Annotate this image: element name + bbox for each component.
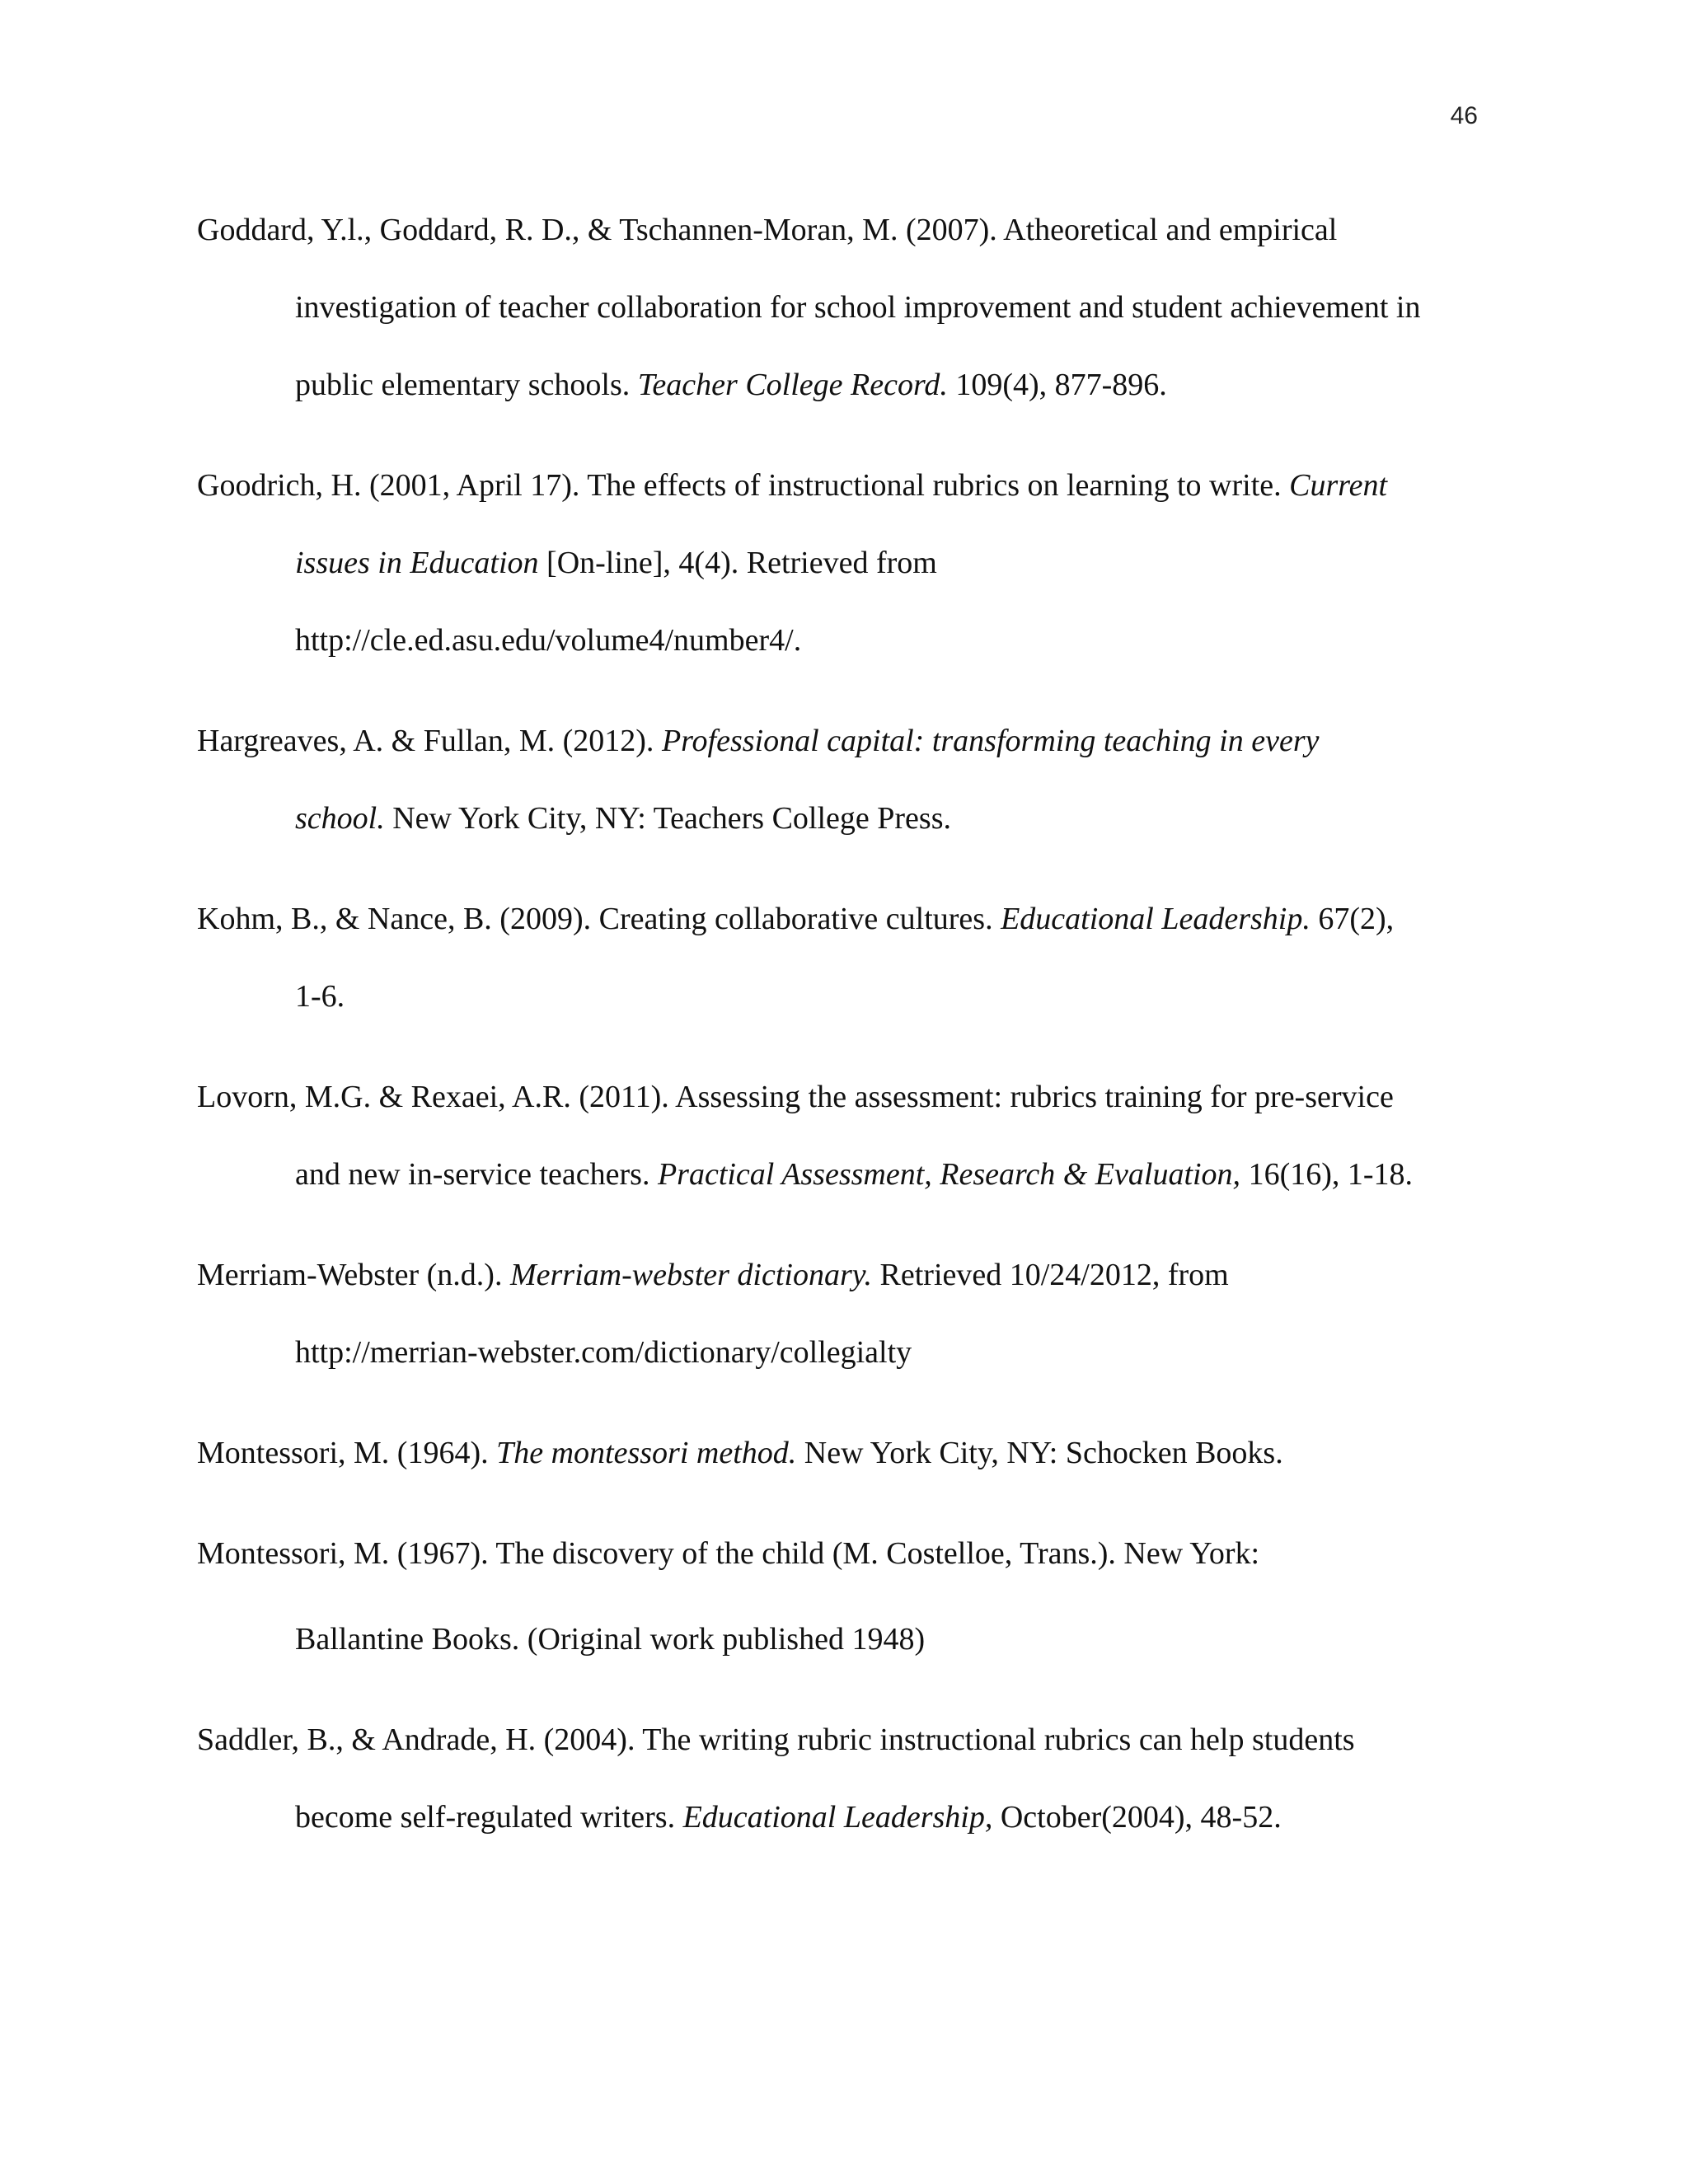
reference-line: issues in Education [On-line], 4(4). Retrieved from [295,546,937,580]
reference-list [197,191,1483,1879]
book-title: The montessori method. [496,1436,797,1470]
reference-entry [197,880,1483,1035]
reference-line: Ballantine Books. (Original work published 1948) [295,1622,926,1657]
reference-line: Lovorn, M.G. & Rexaei, A.R. (2011). Assessing the assessment: rubrics training for pre-service [197,1080,1394,1114]
reference-url: http://merrian-webster.com/dictionary/collegialty [295,1335,912,1370]
reference-entry [197,702,1483,857]
reference-line: Merriam-Webster (n.d.). Merriam-webster dictionary. Retrieved 10/24/2012, from [197,1258,1229,1292]
reference-line: Saddler, B., & Andrade, H. (2004). The writing rubric instructional rubrics can help students [197,1722,1355,1757]
reference-entry [197,1515,1483,1678]
reference-line: public elementary schools. Teacher College Record. 109(4), 877-896. [295,368,1167,402]
book-title: Professional capital: transforming teaching in every [661,724,1320,758]
journal-title: Current [1289,468,1388,503]
reference-line: Hargreaves, A. & Fullan, M. (2012). Professional capital: transforming teaching in every [197,724,1320,758]
reference-url: http://cle.ed.asu.edu/volume4/number4/. [295,623,802,658]
journal-title: Teacher College Record. [637,368,948,402]
reference-line: school. New York City, NY: Teachers College Press. [295,801,952,836]
reference-line: Montessori, M. (1964). The montessori method. New York City, NY: Schocken Books. [197,1436,1283,1470]
reference-line: investigation of teacher collaboration for school improvement and student achievement in [295,290,1421,325]
reference-line: Goodrich, H. (2001, April 17). The effects of instructional rubrics on learning to write. Current [197,468,1388,503]
reference-entry [197,447,1483,679]
reference-line: and new in-service teachers. Practical Assessment, Research & Evaluation, 16(16), 1-18. [295,1157,1414,1192]
reference-entry [197,1236,1483,1391]
reference-entry [197,1414,1483,1492]
page-number: 46 [1450,102,1478,129]
reference-entry [197,191,1483,424]
journal-title: Educational Leadership, [682,1800,993,1835]
journal-title: Practical Assessment, Research & Evaluation, [657,1157,1241,1192]
reference-line: Goddard, Y.l., Goddard, R. D., & Tschannen-Moran, M. (2007). Atheoretical and empirical [197,213,1338,247]
book-title: school. [295,801,385,836]
book-title: Merriam-webster dictionary. [509,1258,873,1292]
reference-line: Kohm, B., & Nance, B. (2009). Creating collaborative cultures. Educational Leadership. 67(2), [197,902,1395,936]
journal-title: issues in Education [295,546,539,580]
journal-title: Educational Leadership. [1001,902,1311,936]
reference-entry [197,1701,1483,1856]
reference-line: Montessori, M. (1967). The discovery of the child (M. Costelloe, Trans.). New York: [197,1536,1260,1571]
reference-entry [197,1058,1483,1213]
reference-line: become self-regulated writers. Educational Leadership, October(2004), 48-52. [295,1800,1282,1835]
reference-line: 1-6. [295,979,345,1014]
